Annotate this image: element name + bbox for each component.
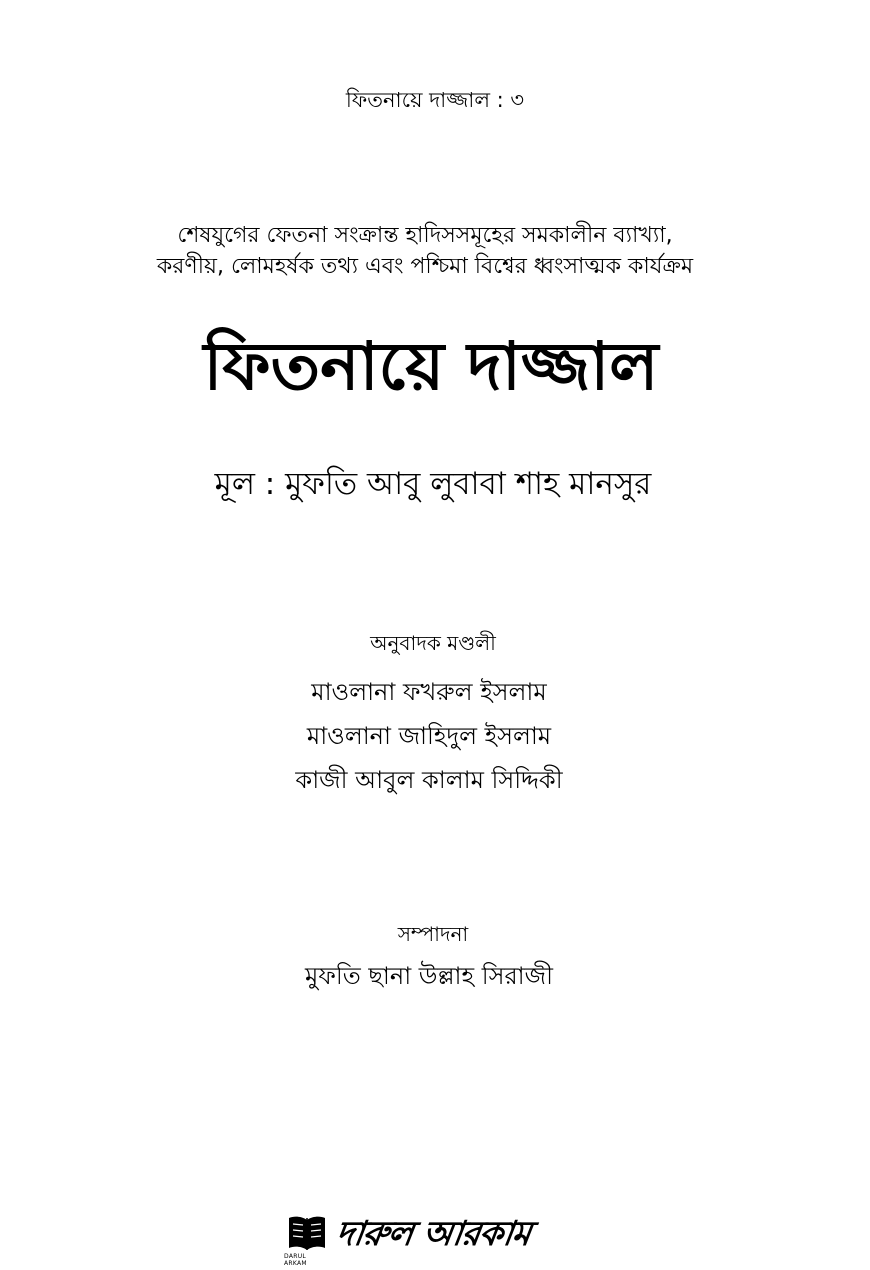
publisher-mark [284, 1214, 330, 1267]
publisher-logo [284, 1214, 533, 1270]
subtitle-line-2: করণীয়, লোমহর্ষক তথ্য এবং পশ্চিমা বিশ্বের ধ্বংসাত্মক কার্যক্রম [156, 254, 694, 279]
book-title: ফিতনায়ে দাজ্জাল [203, 328, 659, 405]
editor-name: মুফতি ছানা উল্লাহ সিরাজী [305, 962, 553, 990]
translator-name: মাওলানা জাহিদুল ইসলাম [306, 722, 552, 750]
author-line: মূল : মুফতি আবু লুবাবা শাহ মানসুর [214, 466, 652, 502]
book-icon [287, 1214, 327, 1252]
book-subtitle [0, 220, 860, 282]
editor-label: সম্পাদনা [397, 922, 469, 946]
series-header: ফিতনায়ে দাজ্জাল : ৩ [345, 88, 525, 112]
translator-name: কাজী আবুল কালাম সিদ্দিকী [295, 766, 563, 794]
translators-label: অনুবাদক মণ্ডলী [370, 631, 496, 655]
translator-name: মাওলানা ফখরুল ইসলাম [311, 678, 547, 706]
subtitle-line-1: শেষযুগের ফেতনা সংক্রান্ত হাদিসসমূহের সমকালীন ব্যাখ্যা, [177, 223, 673, 248]
publisher-caption: DARUL ARKAM [284, 1253, 307, 1267]
publisher-wordmark: দারুল আরকাম [333, 1214, 533, 1254]
